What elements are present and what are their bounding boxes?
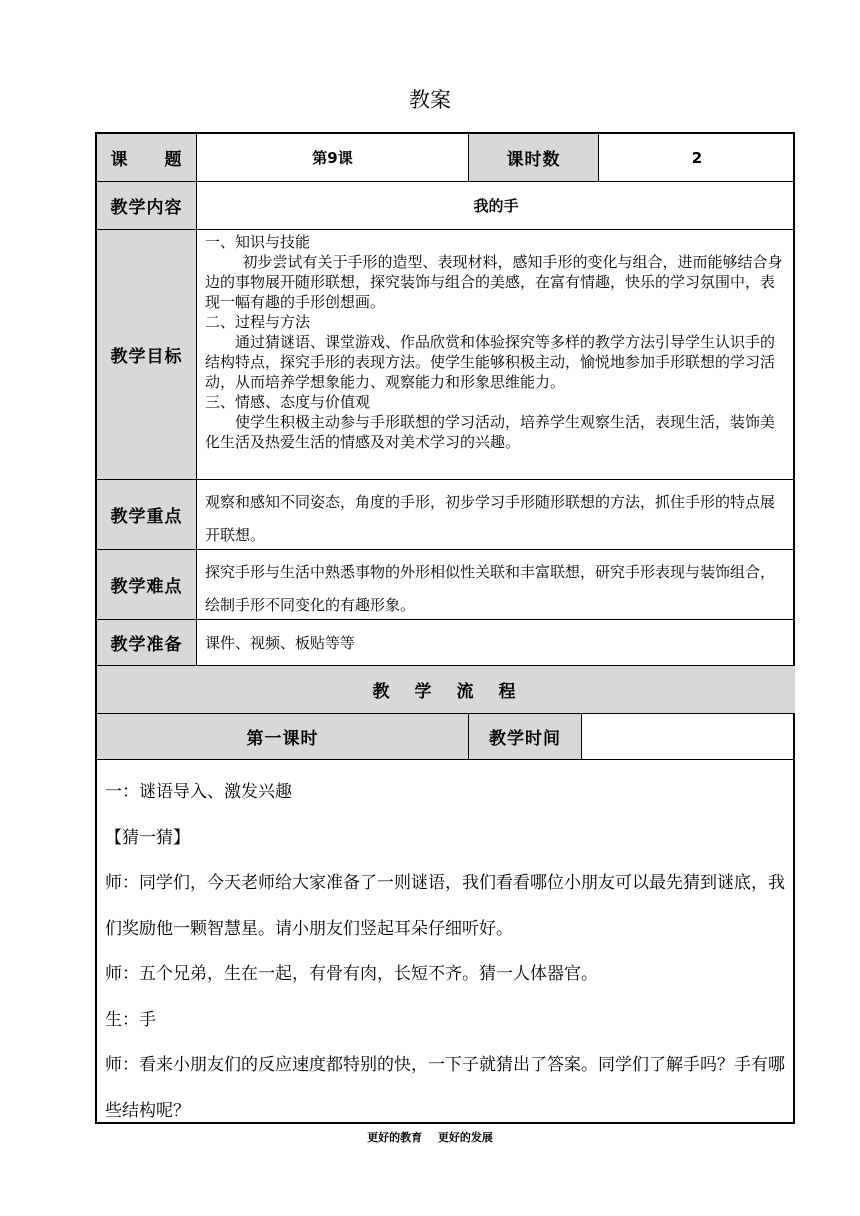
flow-body	[97, 760, 795, 1122]
difficulties-text: 探究手形与生活中熟悉事物的外形相似性关联和丰富联想，研究手形表现与装饰组合，绘制手形不同变化的有趣形象。	[197, 550, 795, 620]
session-label: 第一课时	[97, 714, 469, 760]
key-points-text: 观察和感知不同姿态，角度的手形，初步学习手形随形联想的方法，抓住手形的特点展开联想。	[197, 480, 795, 550]
objectives-content	[197, 230, 795, 480]
key-points-label: 教学重点	[97, 480, 197, 550]
objective-section-3-text: 使学生积极主动参与手形联想的学习活动，培养学生观察生活，表现生活，装饰美化生活及热爱生活的情感及对美术学习的兴趣。	[205, 413, 776, 451]
objective-section-1-title: 一、知识与技能	[205, 233, 311, 251]
objective-section-2-title: 二、过程与方法	[205, 313, 311, 331]
preparation-text: 课件、视频、板贴等等	[197, 620, 795, 666]
lesson-plan-table	[95, 132, 795, 1124]
content-value-text: 我的手	[473, 197, 519, 215]
objective-section-2-text: 通过猜谜语、课堂游戏、作品欣赏和体验探究等多样的教学方法引导学生认识手的结构特点，探究手形的表现方法。使学生能够积极主动，愉悦地参加手形联想的学习活动，从而培养学想象能力、观察能力和形象思维能力。	[205, 333, 776, 391]
page-footer: 更好的教育 更好的发展	[367, 1131, 493, 1144]
difficulties-label: 教学难点	[97, 550, 197, 620]
hours-value	[599, 134, 795, 182]
flow-paragraph-6: 师：看来小朋友们的反应速度都特别的快，一下子就猜出了答案。同学们了解手吗？手有哪些结构呢？	[105, 1055, 785, 1121]
flow-paragraph-2: 【猜一猜】	[105, 827, 190, 848]
objective-section-3-title: 三、情感、态度与价值观	[205, 393, 371, 411]
objectives-label: 教学目标	[97, 230, 197, 480]
flow-header: 教 学 流 程	[97, 666, 795, 714]
flow-paragraph-1: 一：谜语导入、激发兴趣	[105, 782, 292, 802]
flow-paragraph-4: 师：五个兄弟，生在一起，有骨有肉，长短不齐。猜一人体器官。	[105, 964, 598, 984]
teaching-time-value	[582, 714, 795, 760]
teaching-time-label: 教学时间	[469, 714, 582, 760]
course-value	[197, 134, 469, 182]
flow-paragraph-5: 生：手	[105, 1009, 156, 1030]
content-label: 教学内容	[97, 182, 197, 230]
flow-paragraph-3: 师：同学们，今天老师给大家准备了一则谜语，我们看看哪位小朋友可以最先猜到谜底，我们奖励他一颗智慧星。请小朋友们竖起耳朵仔细听好。	[105, 873, 785, 939]
document-title: 教案	[409, 88, 451, 112]
hours-label: 课时数	[469, 134, 599, 182]
content-value	[197, 182, 795, 230]
course-label: 课 题	[97, 134, 197, 182]
objective-section-1-text: 初步尝试有关于手形的造型、表现材料，感知手形的变化与组合，进而能够结合身边的事物展开随形联想，探究装饰与组合的美感，在富有情趣，快乐的学习氛围中，表现一幅有趣的手形创想画。	[205, 253, 783, 311]
course-value-text: 第9课	[312, 149, 353, 167]
hours-value-text: 2	[691, 148, 703, 167]
preparation-label: 教学准备	[97, 620, 197, 666]
